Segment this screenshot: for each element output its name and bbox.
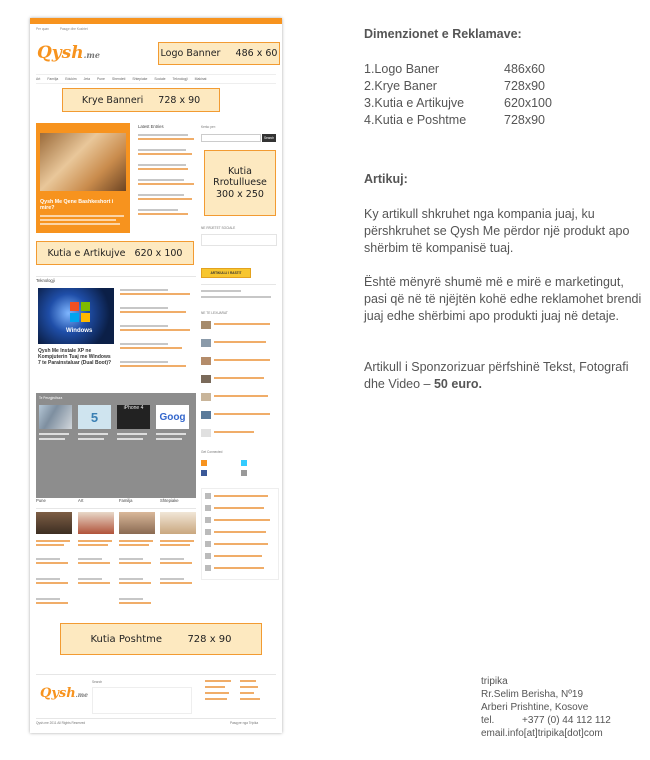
nav-item[interactable]: Teknologji: [172, 77, 188, 81]
windows-label: Windows: [66, 328, 93, 334]
spec-size: 486x60: [504, 62, 546, 76]
website-mockup: [30, 18, 282, 733]
search-input[interactable]: [201, 134, 261, 142]
article-heading: Artikuj:: [364, 172, 408, 186]
search-button[interactable]: Search: [263, 136, 275, 140]
cat-title[interactable]: Art: [78, 498, 84, 503]
gallery-title: Te Perzgjedhura: [39, 396, 63, 400]
spec-name: 1.Logo Baner: [364, 62, 440, 76]
slider-title[interactable]: Qysh Me Qene Bashkeshort i mire?: [40, 199, 114, 211]
toplink[interactable]: Pasqyr dhe Kushtet: [59, 27, 88, 31]
windows-thumbnail[interactable]: [38, 288, 114, 344]
windows-article-title[interactable]: Qysh Me Instale XP ne Kompjuterin Tuaj me Windows 7 te Parainstaluar (Dual Boot)?: [38, 348, 112, 366]
nav-item[interactable]: Shendeti: [111, 77, 126, 81]
footer-logo[interactable]: Qysh.me: [40, 686, 88, 701]
nav-item[interactable]: Art: [36, 77, 41, 81]
spec-size: 728x90: [504, 113, 546, 127]
spec-name: 3.Kutia e Artikujve: [364, 96, 465, 110]
featured-gallery[interactable]: [36, 393, 196, 498]
social-title: NE RRJETET SOCIALE: [201, 226, 236, 230]
spec-name: 4.Kutia e Poshtme: [364, 113, 467, 127]
kutia-rrotulluese-ad: Kutia Rrotulluese 300 x 250: [204, 150, 276, 216]
nav-item[interactable]: Familja: [47, 77, 59, 81]
nav-item[interactable]: Edukim: [65, 77, 77, 81]
search-label: Kerko per:: [201, 125, 216, 129]
top-orange-bar: [30, 18, 282, 24]
random-article-button[interactable]: ARTIKULLI I RASTIT: [201, 268, 251, 278]
paragraph-3-text: Artikull i Sponzorizuar përfshinë Tekst, Fotografi dhe Video –: [364, 360, 629, 391]
spec-name: 2.Krye Baner: [364, 79, 437, 93]
iphone-label: iPhone 4: [123, 405, 144, 411]
get-connected-title: Get Connected: [201, 450, 223, 454]
spec-size: 620x100: [504, 96, 552, 110]
dimensions-heading: Dimenzionet e Reklamave:: [364, 27, 522, 41]
contact-address-1: Rr.Selim Berisha, Nº19: [481, 689, 584, 700]
logo-banner-ad: Logo Banner 486 x 60: [158, 42, 280, 65]
toplink[interactable]: Per quan: [36, 27, 49, 31]
kutia-poshtme-ad: Kutia Poshtme 728 x 90: [60, 623, 262, 655]
paragraph-3: [364, 359, 644, 393]
paragraph-2: Është mënyrë shumë më e mirë e marketingut, pasi që në të njëjtën kohë edhe reklamohet brendi juaj edhe shërbimi apo produkti juaj në detaje.: [364, 275, 642, 323]
featured-slider[interactable]: [36, 123, 130, 233]
nav-item[interactable]: Makinat: [194, 77, 207, 81]
price: 50 euro.: [433, 377, 482, 391]
nav-item[interactable]: Sociale: [154, 77, 166, 81]
top-links: [36, 27, 98, 31]
nav-item[interactable]: Pune: [97, 77, 105, 81]
contact-email: email.info[at]tripika[dot]com: [481, 728, 603, 739]
krye-banner-ad: Krye Banneri 728 x 90: [62, 88, 220, 112]
most-read-title: NE TE LEXUARAT: [201, 311, 228, 315]
nav-item[interactable]: Shtepiake: [132, 77, 148, 81]
main-nav: [36, 74, 276, 84]
contact-tel-label: tel.: [481, 715, 495, 726]
footer-search-box[interactable]: [92, 687, 192, 714]
footer-theme-credit: Pasqyre nga Tripika: [230, 721, 259, 725]
contact-address-2: Arberi Prishtine, Kosove: [481, 702, 589, 713]
latest-entries-title: Latest Entries: [138, 124, 164, 129]
footer-copyright: Qysh.me 2011 All Rights Reserved: [36, 721, 86, 725]
site-logo[interactable]: Qysh.me: [37, 43, 100, 63]
teknologji-title: Teknologji: [36, 278, 55, 283]
cat-title[interactable]: Pune: [36, 498, 46, 503]
nav-item[interactable]: Jeta: [83, 77, 91, 81]
social-widget[interactable]: [201, 234, 277, 246]
contact-name: tripika: [481, 676, 508, 687]
gallery-image-iphone[interactable]: [117, 405, 150, 429]
cat-title[interactable]: Familja: [119, 498, 133, 503]
slider-photo: [40, 133, 126, 191]
contact-tel: +377 (0) 44 112 112: [522, 715, 611, 726]
gallery-image-google[interactable]: Goog: [156, 405, 189, 429]
kutia-artikujve-ad: Kutia e Artikujve 620 x 100: [36, 241, 194, 265]
gallery-image-five[interactable]: 5: [78, 405, 111, 429]
gallery-image[interactable]: [39, 405, 72, 429]
paragraph-1: Ky artikull shkruhet nga kompania juaj, ku përshkruhet se Qysh Me përdor një produkt apo shërbim të kompanisë tuaj.: [364, 207, 630, 255]
comments-widget: [201, 488, 279, 580]
spec-size: 728x90: [504, 79, 546, 93]
footer-search-label: Search: [92, 680, 103, 684]
cat-title[interactable]: Shtepiake: [160, 498, 179, 503]
